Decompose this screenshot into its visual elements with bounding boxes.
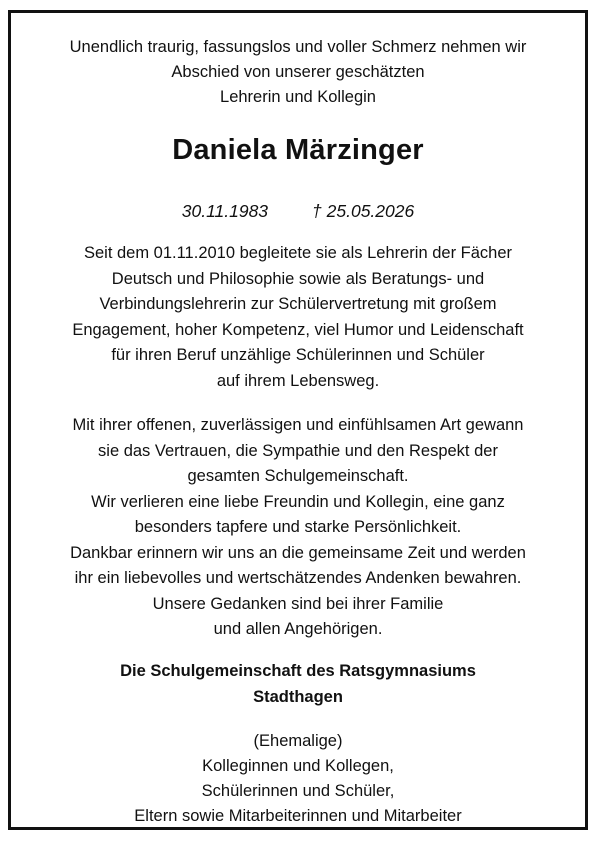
intro-text (11, 35, 585, 110)
paragraph-line: Unsere Gedanken sind bei ihrer Familie (152, 594, 444, 613)
paragraph-line: Wir verlieren eine liebe Freundin und Kollegin, eine ganz (91, 492, 505, 511)
paragraph-line: besonders tapfere und starke Persönlichkeit. (134, 518, 462, 536)
paragraph-line: Dankbar erinnern wir uns an die gemeinsame Zeit und werden (70, 543, 526, 562)
paragraph-line: auf ihrem Lebensweg. (216, 371, 380, 390)
paragraph-line: und allen Angehörigen. (213, 620, 383, 638)
paragraph-line: sie das Vertrauen, die Sympathie und den Respekt der (98, 441, 498, 460)
tribute-paragraph-2 (11, 413, 585, 643)
paragraph-line: ihr ein liebevolles und wertschätzendes Andenken bewahren. (74, 569, 522, 587)
life-dates (11, 199, 585, 223)
paragraph-line: für ihren Beruf unzählige Schülerinnen und Schüler (111, 346, 485, 364)
tribute-paragraph-1 (11, 241, 585, 394)
paragraph-line: gesamten Schulgemeinschaft. (187, 467, 409, 485)
paragraph-line: Deutsch und Philosophie sowie als Beratungs- und (111, 269, 485, 288)
deceased-name: Daniela Märzinger (172, 134, 424, 166)
signature-organization (11, 658, 585, 710)
paragraph-line: Engagement, hoher Kompetenz, viel Humor und Leidenschaft (72, 320, 524, 339)
paragraph-line: Mit ihrer offenen, zuverlässigen und einfühlsamen Art gewann (72, 416, 524, 434)
intro-line: Lehrerin und Kollegin (220, 88, 376, 106)
intro-line: Abschied von unserer geschätzten (171, 63, 425, 81)
members-line: Kolleginnen und Kollegen, (202, 757, 394, 775)
members-line: Schülerinnen und Schüler, (201, 782, 395, 800)
intro-line: Unendlich traurig, fassungslos und voller Schmerz nehmen wir (69, 38, 527, 56)
death-date: † 25.05.2026 (312, 201, 415, 221)
birth-date: 30.11.1983 (181, 201, 269, 221)
members-line: Eltern sowie Mitarbeiterinnen und Mitarbeiter (134, 807, 462, 825)
signature-members (11, 729, 585, 829)
obituary-frame (8, 10, 588, 830)
members-line: (Ehemalige) (253, 732, 343, 750)
paragraph-line: Verbindungslehrerin zur Schülervertretung mit großem (99, 295, 497, 313)
paragraph-line: Seit dem 01.11.2010 begleitete sie als Lehrerin der Fächer (83, 244, 513, 262)
signature-line: Stadthagen (253, 688, 343, 706)
signature-line: Die Schulgemeinschaft des Ratsgymnasiums (120, 662, 476, 680)
